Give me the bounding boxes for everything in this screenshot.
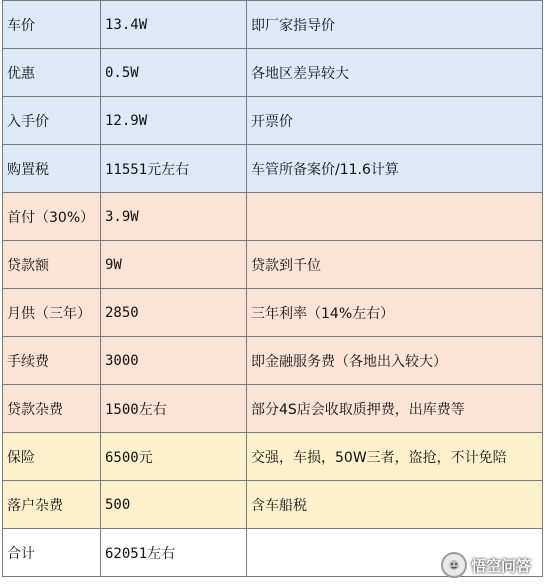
row-value: 1500左右 bbox=[101, 385, 247, 433]
table-row bbox=[3, 289, 543, 337]
row-value: 3000 bbox=[101, 337, 247, 385]
cost-table bbox=[2, 0, 543, 577]
table-row bbox=[3, 433, 543, 481]
watermark-text: 悟空问答 bbox=[470, 556, 531, 575]
row-value: 6500元 bbox=[101, 433, 247, 481]
row-item: 车价 bbox=[3, 1, 101, 49]
row-value: 500 bbox=[101, 481, 247, 529]
row-value: 0.5W bbox=[101, 49, 247, 97]
row-item: 手续费 bbox=[3, 337, 101, 385]
row-value: 13.4W bbox=[101, 1, 247, 49]
row-note: 即金融服务费（各地出入较大） bbox=[247, 337, 543, 385]
table-row bbox=[3, 385, 543, 433]
row-item: 保险 bbox=[3, 433, 101, 481]
row-item: 落户杂费 bbox=[3, 481, 101, 529]
row-item: 优惠 bbox=[3, 49, 101, 97]
row-item: 贷款杂费 bbox=[3, 385, 101, 433]
table-row bbox=[3, 97, 543, 145]
row-item: 合计 bbox=[3, 529, 101, 577]
row-note: 贷款到千位 bbox=[247, 241, 543, 289]
row-note: 车管所备案价/11.6计算 bbox=[247, 145, 543, 193]
row-value: 3.9W bbox=[101, 193, 247, 241]
table-row bbox=[3, 481, 543, 529]
table-row bbox=[3, 49, 543, 97]
row-note: 即厂家指导价 bbox=[247, 1, 543, 49]
row-item: 入手价 bbox=[3, 97, 101, 145]
row-note: 三年利率（14%左右） bbox=[247, 289, 543, 337]
row-value: 11551元左右 bbox=[101, 145, 247, 193]
watermark bbox=[441, 552, 531, 578]
row-item: 首付（30%） bbox=[3, 193, 101, 241]
row-item: 购置税 bbox=[3, 145, 101, 193]
row-note bbox=[247, 193, 543, 241]
row-note: 含车船税 bbox=[247, 481, 543, 529]
row-value: 9W bbox=[101, 241, 247, 289]
row-value: 2850 bbox=[101, 289, 247, 337]
row-note: 部分4S店会收取质押费，出库费等 bbox=[247, 385, 543, 433]
table-row bbox=[3, 241, 543, 289]
row-note: 开票价 bbox=[247, 97, 543, 145]
table-row bbox=[3, 1, 543, 49]
row-value: 12.9W bbox=[101, 97, 247, 145]
row-item: 贷款额 bbox=[3, 241, 101, 289]
row-value: 62051左右 bbox=[101, 529, 247, 577]
table-row bbox=[3, 337, 543, 385]
table-row bbox=[3, 145, 543, 193]
row-note: 交强，车损，50W三者，盗抢，不计免陪 bbox=[247, 433, 543, 481]
row-item: 月供（三年） bbox=[3, 289, 101, 337]
table-row bbox=[3, 193, 543, 241]
wukong-logo-icon bbox=[441, 552, 467, 578]
row-note: 各地区差异较大 bbox=[247, 49, 543, 97]
